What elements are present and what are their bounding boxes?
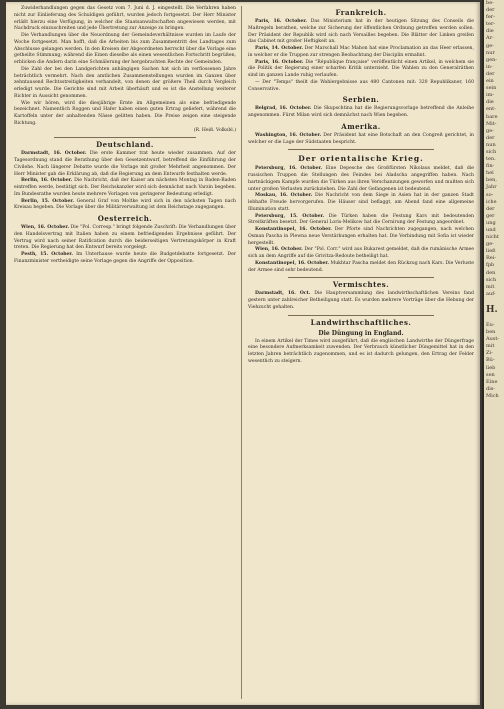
adjacent-page-fragment: fin- — [486, 163, 495, 170]
adjacent-page-fragment: sich — [486, 276, 497, 283]
adjacent-page-fragment: dis- — [486, 385, 496, 392]
adjacent-page-fragment: Zi- — [486, 350, 493, 357]
adjacent-page-fragment: fpb — [486, 262, 495, 269]
adjacent-page-fragment: Jahr — [486, 184, 497, 191]
adjacent-page-fragment: der — [486, 205, 495, 212]
dispatch-text: Die Nachricht, daß der Kaiser am nächsten Montag in Baden-Baden eintreffen werde, bestätigt sich. Der Reichskanzler wird sich demnächst nach Varzin begeben. Im Bundesrathe wurden heute mehrere Vorlagen von geringerer Bedeutung erledigt. — [14, 178, 237, 197]
article-paragraph: Wie wir hören, wird die diesjährige Ernte im Allgemeinen als eine befriedigende bezeichnet. Namentlich Roggen und Hafer haben einen guten Ertrag geliefert, während die Kartoffeln unter der anhaltenden Nässe gelitten haben. Die Preise zeigen eine steigende Richtung. — [14, 100, 236, 126]
adjacent-page-fragment: ge- — [486, 127, 494, 134]
dispatch-text: Die erste Kammer trat heute wieder zusammen. Auf der Tagesordnung stand die Berathung über den Gesetzentwurf, betreffend die Einführung der Civilehe. Nach längerer Debatte wurde die Vorlage mit großer Mehrheit angenommen. Der Herr Minister gab die Erklärung ab, daß die Regierung an dem Entwurfe festhalten werde. — [14, 151, 236, 177]
section-divider — [288, 315, 434, 316]
dateline: Wien, 16. October. — [21, 225, 69, 230]
adjacent-page-fragment: so- — [486, 191, 494, 198]
dispatch-paragraph — [248, 214, 474, 228]
adjacent-page-fragment: im- — [486, 92, 495, 99]
dateline: Konstantinopel, 16. October. — [255, 227, 332, 232]
adjacent-page-fragment: nun — [486, 141, 496, 148]
dispatch-paragraph — [248, 261, 474, 275]
adjacent-page-fragment: gen- — [486, 56, 498, 63]
dateline: Darmstadt, 16. October. — [21, 151, 87, 157]
adjacent-page-fragment: ten. — [486, 156, 496, 163]
dispatch-text: Das Ministerium hat in der heutigen Sitzung des Conseils die Maßregeln berathen, welche zur Sicherung der öffentlichen Ordnung getroffen werden sollen. Der Präsident der Republik wird sich nach Versailles begeben. Die Blätter der Linken greifen das Cabinet mit großer Heftigkeit an. — [248, 19, 474, 45]
dispatch-text: Die "République française" veröffentlicht einen Artikel, in welchem sie die Politik der Regierung einer scharfen Kritik unterzieht. Die Wahlen zu den Generalräthen sind im ganzen Lande ruhig verlaufen. — [248, 59, 474, 78]
dispatch-text: Eine Depesche des Großfürsten Nikolaus meldet, daß die russischen Truppen die Stellungen des Feindes bei Aladscha angegriffen haben. Nach hartnäckigem Kampfe wurden die Türken aus ihren Verschanzungen geworfen und mußten sich unter großen Verlusten zurückziehen. Die Zahl der Gefangenen ist bedeutend. — [248, 166, 475, 192]
article-paragraph: Die Verhandlungen über die Neuordnung der Gemeindeverhältnisse wurden im Laufe der Woche fortgesetzt. Man hofft, daß die Arbeiten bis zum Zusammentritt des Landtages zum Abschlusse gelangen werden. In den Kreisen der Abgeordneten herrscht über die Vorlage eine getheilte Stimmung; während die Einen dieselbe als einen wesentlichen Fortschritt begrüßen, erblicken die Andern darin eine Schmälerung der hergebrachten Rechte der Gemeinden. — [14, 33, 236, 65]
adjacent-page-fragment: Mich — [486, 392, 499, 399]
adjacent-page-fragment: Rei- — [486, 255, 497, 262]
adjacent-page-strip — [482, 0, 504, 709]
adjacent-page-fragment: sich — [486, 148, 497, 155]
dateline: Darmstadt, 16. Oct. — [255, 291, 311, 297]
adjacent-page-fragment: sein — [486, 85, 497, 92]
dispatch-text: Die Hauptversammlung des landwirthschaftlichen Vereins fand gestern unter zahlreicher Betheiligung statt. Es wurden mehrere Vorträge über die Hebung der Viehzucht gehalten. — [248, 291, 474, 310]
adjacent-page-fragments — [484, 0, 504, 298]
section-divider — [288, 277, 434, 278]
adjacent-page-fragment: hel — [486, 170, 494, 177]
dispatch-text: General Graf von Moltke wird sich in den nächsten Tagen nach Kreisau begeben. Die Vorlage über die Militärverwaltung ist dem Reichstage zugegangen. — [14, 198, 236, 211]
dateline: Petersburg, 16. October. — [255, 166, 323, 172]
section-heading-france: Frankreich. — [335, 8, 387, 17]
adjacent-page-fragments-lower — [484, 322, 504, 400]
dateline: Belgrad, 16. October. — [255, 106, 312, 112]
adjacent-page-initial: H. — [486, 304, 498, 315]
dispatch-text: Mukhtar Pascha meldet den Rückzug nach Kars. Die Verluste der Armee sind sehr bedeutend. — [248, 260, 474, 273]
section-heading-agriculture: Landwirthschaftliches. — [310, 317, 412, 327]
section-divider — [54, 137, 196, 138]
dispatch-paragraph — [248, 166, 474, 193]
source-attribution: (R. Heiß. Volksbl.) — [193, 127, 236, 133]
adjacent-page-fragment: Eu- — [486, 321, 495, 328]
adjacent-page-fragment: Aust- — [486, 336, 500, 343]
section-heading-serbia: Serbien. — [342, 95, 380, 105]
dispatch-paragraph — [248, 247, 474, 261]
adjacent-page-fragment: nicht — [486, 234, 499, 241]
column-rule — [241, 6, 242, 699]
dispatch-paragraph — [248, 291, 474, 311]
article-paragraph: Zuwiderhandlungen gegen das Gesetz vom 7. Juni d. J. eingestellt. Die Verfahren haben nicht zur Einlieferung des Schuldigen geführt, wurden jedoch fortgesetzt. Der Herr Minister erläßt hierzu eine Verfügung, in welcher die Staatsanwaltschaften angewiesen werden, mit Nachdruck einzuschreiten und jede Übertretung zur Anzeige zu bringen. — [14, 6, 236, 32]
adjacent-page-fragment: der — [486, 7, 495, 14]
adjacent-page-fragment: den — [486, 269, 496, 276]
adjacent-page-fragment: sen — [486, 371, 495, 378]
article-paragraph: — Der "Temps" theilt die Wahlergebnisse aus 480 Cantonen mit: 320 Republikaner, 160 Conservative. — [248, 79, 474, 92]
adjacent-page-fragment: fer- — [486, 14, 495, 21]
dispatch-text: Die Türken haben die Festung Kars mit bedeutenden Streitkräften besetzt. Der General Loris-Melikow hat die Cernirung der Festung angeordnet. — [248, 213, 474, 226]
adjacent-page-fragment: Mit- — [486, 120, 497, 127]
adjacent-page-fragment: ge- — [486, 42, 494, 49]
adjacent-page-fragment: die — [486, 28, 494, 35]
dispatch-text: Der Pforte sind Nachrichten zugegangen, nach welchen Osman Pascha in Plewna neue Verstärkungen erhalten hat. Die Verbindung mit Sofia ist wieder hergestellt. — [248, 227, 474, 246]
left-column — [14, 6, 236, 699]
adjacent-page-fragment: mit — [486, 283, 495, 290]
dispatch-text: Der Präsident hat eine Botschaft an den Congreß gerichtet, in welcher er die Lage der Südstaaten bespricht. — [248, 132, 474, 145]
dispatch-paragraph — [248, 19, 474, 46]
dispatch-paragraph — [248, 106, 474, 120]
section-heading-austria: Oesterreich. — [97, 214, 153, 223]
newspaper-page — [6, 2, 480, 705]
adjacent-page-fragment: in- — [486, 63, 493, 70]
right-column — [248, 6, 474, 699]
adjacent-page-fragment: auf- — [486, 290, 496, 297]
adjacent-page-fragment: der — [486, 134, 495, 141]
adjacent-page-fragment: nur — [486, 49, 495, 56]
adjacent-page-fragment: be- — [486, 0, 494, 6]
dateline: Konstantinopel, 16. October. — [255, 260, 330, 266]
dateline: Paris, 14. October. — [255, 46, 303, 51]
dispatch-paragraph — [248, 193, 474, 213]
dispatch-paragraph — [248, 46, 474, 60]
adjacent-page-fragment: ung — [486, 219, 496, 226]
dispatch-text: Der "Pol. Corr." wird aus Bukarest gemeldet, daß die rumänische Armee sich an dem Angriffe auf die Grivitza-Redoute betheiligt hat. — [248, 247, 474, 259]
dispatch-paragraph — [248, 227, 474, 247]
section-divider — [288, 149, 434, 150]
adjacent-page-fragment: ge- — [486, 241, 494, 248]
dispatch-text: Die Nachricht von dem Siege in Asien hat in der ganzen Stadt lebhafte Freude hervorgerufen. Die Häuser sind beflaggt, am Abend fand eine allgemeine Illumination statt. — [248, 193, 474, 212]
section-heading-germany: Deutschland. — [96, 140, 154, 150]
article-paragraph: In einem Artikel der Times wird ausgeführt, daß die englischen Landwirthe der Düngerfrage eine besondere Aufmerksamkeit zuwenden. Der Verbrauch künstlicher Düngemittel hat in den letzten Jahren beträchtlich zugenommen, und es ist dadurch gelungen, den Ertrag der Felder wesentlich zu steigern. — [248, 338, 474, 364]
dateline: Berlin, 16. October. — [21, 178, 73, 184]
adjacent-page-fragment: Ar- — [486, 35, 494, 42]
adjacent-page-fragment: ließ — [486, 248, 496, 255]
adjacent-page-fragment: ent- — [486, 106, 496, 113]
section-banner-war: Der orientalische Krieg. — [298, 154, 424, 164]
adjacent-page-fragment: iche — [486, 198, 497, 205]
dispatch-paragraph — [14, 178, 236, 198]
dateline: Petersburg, 15. October. — [255, 213, 325, 219]
adjacent-page-fragment: und — [486, 227, 496, 233]
article-subheading: Die Düngung in England. — [318, 329, 404, 337]
adjacent-page-fragment: ein — [486, 78, 494, 85]
dispatch-paragraph — [14, 199, 236, 213]
dispatch-paragraph — [248, 60, 474, 80]
dateline: Washington, 16. October. — [255, 132, 322, 138]
dateline: Paris, 16. October. — [255, 59, 304, 65]
dateline: Pesth, 15. October. — [21, 252, 74, 257]
dispatch-text: Die Skupschtina hat die Regierungsvorlage betreffend die Anleihe angenommen. Fürst Milan wird sich demnächst nach Wien begeben. — [248, 106, 474, 118]
dispatch-paragraph — [14, 151, 236, 178]
dateline: Wien, 16. October. — [255, 247, 303, 253]
dateline: Berlin, 15. October. — [21, 198, 74, 204]
adjacent-page-fragment: lieb — [486, 364, 496, 371]
article-paragraph: Die Zahl der bei den Landgerichten anhängigen Sachen hat sich im verflossenen Jahre beträchtlich vermehrt. Nach den amtlichen Zusammenstellungen wurden im Ganzen über zehntausend Rechtsstreitigkeiten verhandelt, von denen der größere Theil durch Vergleich erledigt wurde. Die Gerichte sind mit Arbeit überhäuft und es ist die Anstellung weiterer Richter in Aussicht genommen. — [14, 66, 236, 99]
adjacent-page-fragment: Eine — [486, 378, 498, 385]
section-heading-misc: Vermischtes. — [332, 280, 390, 290]
dispatch-paragraph — [14, 225, 236, 252]
section-heading-america: Amerika. — [341, 121, 381, 131]
adjacent-page-fragment: ben — [486, 329, 496, 336]
dispatch-text: Die "Pol. Corresp." bringt folgende Zuschrift: Die Verhandlungen über den Handelsvertrag mit Italien haben zu einem befriedigenden Ergebnisse geführt. Der Vertrag wird nach seiner Ratification durch die beiderseitigen Vertretungskörper in Kraft treten. Die Regierung hat den Entwurf bereits vorgelegt. — [14, 225, 236, 251]
dateline: Paris, 16. October. — [255, 19, 308, 24]
adjacent-page-fragment: mit — [486, 343, 495, 350]
adjacent-page-fragment: die — [486, 99, 494, 106]
adjacent-page-fragment: Bü- — [486, 357, 495, 364]
dispatch-text: Der Marschall Mac Mahon hat eine Proclamation an das Heer erlassen, in welcher er die Truppen zur strengen Beobachtung der Disciplin ermahnt. — [248, 46, 474, 58]
dateline: Moskau, 16. October. — [255, 193, 313, 199]
adjacent-page-fragment: ger — [486, 212, 495, 219]
adjacent-page-fragment: bare — [486, 113, 498, 120]
dispatch-paragraph — [248, 133, 474, 147]
adjacent-page-fragment: der — [486, 70, 495, 77]
adjacent-page-fragment: ter- — [486, 21, 496, 28]
adjacent-page-fragment: ben, — [486, 177, 497, 184]
dispatch-text: Im Unterhause wurde heute die Budgetdebatte fortgesetzt. Der Finanzminister vertheidigte seine Vorlage gegen die Angriffe der Opposition. — [14, 252, 236, 264]
dispatch-paragraph — [14, 252, 236, 266]
